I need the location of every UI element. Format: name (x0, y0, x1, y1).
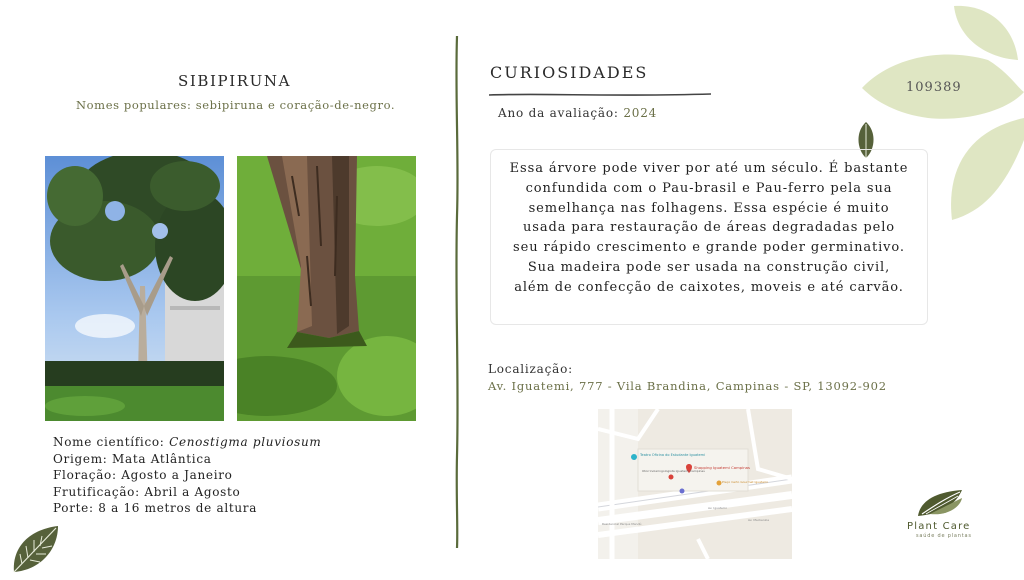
evaluation-year-value: 2024 (623, 106, 658, 120)
scientific-name-row (53, 434, 322, 451)
origin-row: Origem: Mata Atlântica (53, 451, 212, 466)
tree-trunk-photo (237, 156, 416, 421)
map-label-clinic: Otorrinolaringologista Iguatemi Campinas (642, 469, 705, 473)
fruiting-row: Frutificação: Abril a Agosto (53, 484, 241, 499)
map-street-mackenzie: Av. Mackenzie (748, 518, 770, 522)
size-row: Porte: 8 a 16 metros de altura (53, 501, 258, 515)
location-label: Localização: (488, 362, 573, 376)
section-underline (489, 84, 711, 92)
column-divider (452, 36, 462, 548)
brand-tagline: saúde de plantas (916, 533, 972, 539)
map-pin-icon (631, 454, 637, 460)
map-label-shopping: Shopping Iguatemi Campinas (694, 465, 750, 470)
map-street-residential: Residencial Parque Mandú (602, 522, 642, 526)
map-label-theater: Teatro Oficina do Estudante Iguatemi (640, 453, 706, 457)
scientific-name-value: Cenostigma pluviosum (169, 435, 322, 449)
species-details (53, 434, 322, 517)
section-title: CURIOSIDADES (490, 63, 649, 82)
curiosity-box: Essa árvore pode viver por até um século. É bastante confundida com o Pau-brasil e Pau-ferro pela sua semelhança nas folhagens. Essa espécie é muito usada para restauração de áreas degradadas pelo seu rápido crescimento e grande poder germinativo. Sua madeira pode ser usada na construção civil, além de confecção de caixotes, moveis e até carvão. (490, 149, 928, 325)
evaluation-year-label: Ano da avaliação: (498, 106, 624, 120)
species-title: SIBIPIRUNA (178, 72, 292, 90)
popular-names: Nomes populares: sebipiruna e coração-de-negro. (76, 98, 396, 112)
leaf-decoration-icon (8, 520, 62, 576)
evaluation-year (498, 106, 657, 120)
flowering-row: Floração: Agosto a Janeiro (53, 468, 233, 482)
map-street-iguatemi: Av. Iguatemi (708, 506, 727, 510)
map-label-restaurant: Preço Certo Gourmet Iguatemi (722, 480, 768, 484)
location-map[interactable] (598, 409, 792, 559)
brand-name: Plant Care (907, 521, 971, 532)
location-address[interactable]: Av. Iguatemi, 777 - Vila Brandina, Campinas - SP, 13092-902 (488, 379, 887, 393)
tree-code: 109389 (906, 80, 962, 95)
tree-canopy-photo (45, 156, 224, 421)
scientific-name-label: Nome científico: (53, 435, 170, 449)
leaves-decoration-icon (858, 0, 1024, 230)
